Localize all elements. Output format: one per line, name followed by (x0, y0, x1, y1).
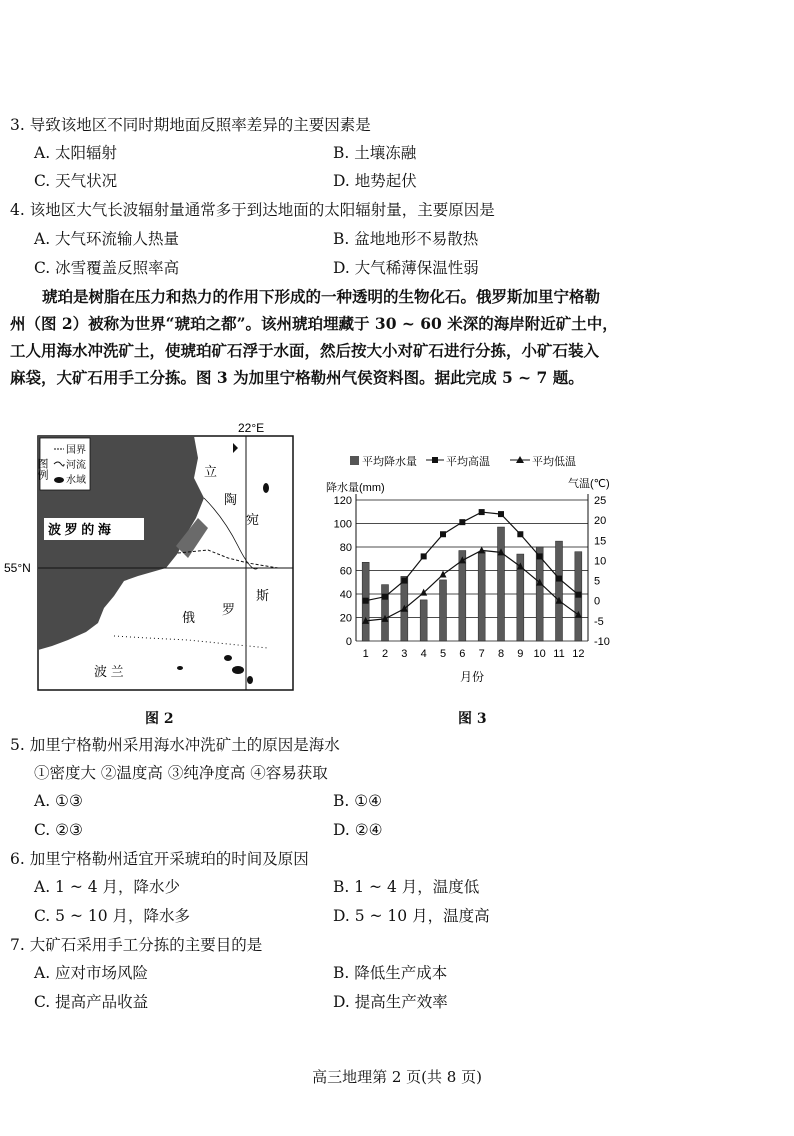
chart-ytick-label: 0 (345, 636, 352, 648)
amber-passage (10, 283, 780, 391)
chart-ytick-label: 60 (339, 565, 352, 578)
chart-ytick-label: 120 (333, 495, 352, 507)
legend-low-label: 平均低温 (532, 456, 576, 468)
legend-precip-swatch (350, 456, 359, 465)
chart-ytick-label: 40 (339, 589, 352, 601)
chart-xtick-label: 12 (572, 648, 585, 660)
map-label-russia-2: 罗 (222, 602, 236, 617)
map-label-poland: 波 兰 (94, 664, 124, 679)
question-5-option-d[interactable]: D. ②④ (333, 821, 383, 839)
chart-xlabel: 月份 (460, 670, 485, 684)
high-temp-marker (575, 592, 581, 598)
temp-series-line (366, 512, 579, 601)
passage-line-3: 工人用海水冲洗矿土，使琥珀矿石浮于水面，然后按大小对矿石进行分拣，小矿石装入 (10, 341, 600, 360)
chart-xtick-label: 8 (497, 648, 505, 660)
chart-grid (356, 494, 588, 641)
lake-shape (224, 655, 232, 661)
precip-bar (498, 527, 505, 641)
map-svg (4, 418, 298, 698)
passage-line-2: 州（图 2）被称为世界“琥珀之都”。该州琥珀埋藏于 30 ~ 60 米深的海岸附近矿土中， (10, 314, 618, 333)
chart-xtick-label: 7 (478, 648, 485, 660)
precip-bar (440, 580, 447, 641)
question-3-option-b[interactable]: B. 土壤冻融 (333, 144, 417, 162)
question-7-option-d[interactable]: D. 提高生产效率 (333, 993, 448, 1011)
precip-bar (382, 585, 389, 641)
climate-chart-svg (322, 445, 622, 690)
chart-bars (362, 527, 582, 641)
question-4-option-c[interactable]: C. 冰雪覆盖反照率高 (34, 259, 180, 277)
chart-xtick-label: 11 (553, 648, 565, 660)
chart-ytick-label: 100 (333, 518, 352, 531)
chart-xtick-label: 6 (459, 648, 466, 660)
legend-water-icon (54, 477, 64, 483)
map-label-lithuania-2: 陶 (224, 492, 238, 507)
legend-high-marker (432, 457, 438, 463)
precip-bar (556, 541, 563, 641)
map-label-russia-3: 斯 (256, 588, 270, 603)
question-7-stem: 7. 大矿石采用手工分拣的主要目的是 (10, 936, 263, 954)
question-6-option-a[interactable]: A. 1 ~ 4 月，降水少 (34, 878, 181, 896)
chart-xtick-label: 10 (533, 648, 546, 660)
high-temp-marker (382, 594, 388, 600)
chart-xtick-label: 1 (362, 648, 369, 660)
map-label-russia-1: 俄 (182, 610, 196, 625)
chart-y2tick-label: -10 (594, 636, 610, 648)
lake-shape (247, 676, 253, 684)
figure-3-chart (322, 445, 622, 690)
chart-xtick-label: 5 (439, 648, 447, 660)
map-label-lithuania-3: 宛 (246, 512, 260, 527)
chart-xtick-label: 3 (401, 648, 408, 660)
chart-ylabel: 降水量(mm) (326, 482, 385, 494)
low-temp-marker (478, 546, 485, 553)
lake-shape (263, 483, 269, 493)
question-4-option-b[interactable]: B. 盆地地形不易散热 (333, 230, 479, 248)
question-7-option-a[interactable]: A. 应对市场风险 (34, 964, 149, 982)
question-7-option-b[interactable]: B. 降低生产成本 (333, 964, 448, 982)
question-7-option-c[interactable]: C. 提高产品收益 (34, 993, 149, 1011)
figure-2-caption: 图 2 (145, 711, 174, 727)
map-label-kaliningrad: 加里宁格勒 (128, 583, 189, 597)
chart-y2label: 气温(℃) (568, 478, 610, 490)
high-temp-marker (401, 578, 407, 584)
question-6-option-b[interactable]: B. 1 ~ 4 月，温度低 (333, 878, 480, 896)
passage-line-1: 琥珀是树脂在压力和热力的作用下形成的一种透明的生物化石。俄罗斯加里宁格勒 (42, 287, 601, 306)
question-3-option-a[interactable]: A. 太阳辐射 (34, 144, 118, 162)
map-lon-label: 22°E (238, 421, 265, 435)
question-6-option-d[interactable]: D. 5 ~ 10 月，温度高 (333, 907, 490, 925)
map-legend-water: 水域 (66, 475, 86, 486)
high-temp-marker (440, 531, 446, 537)
chart-ticks (334, 495, 610, 660)
chart-y2tick-label: 25 (594, 495, 607, 507)
chart-xtick-label: 2 (381, 648, 389, 660)
map-legend-river: 河流 (66, 460, 86, 471)
figure-2-map (4, 418, 298, 698)
high-temp-marker (517, 531, 523, 537)
lake-shape (232, 666, 244, 674)
high-temp-marker (537, 553, 543, 559)
question-3-stem: 3. 导致该地区不同时期地面反照率差异的主要因素是 (10, 116, 371, 134)
question-6-option-c[interactable]: C. 5 ~ 10 月，降水多 (34, 907, 191, 925)
precip-bar (459, 551, 466, 641)
question-4-stem: 4. 该地区大气长波辐射量通常多于到达地面的太阳辐射量，主要原因是 (10, 201, 495, 219)
lake-shape (177, 666, 183, 670)
chart-xtick-label: 4 (420, 648, 427, 660)
map-legend-border: 国界 (66, 445, 86, 456)
high-temp-marker (421, 553, 427, 559)
page-footer: 高三地理第 2 页(共 8 页) (312, 1068, 482, 1086)
legend-precip-label: 平均降水量 (362, 456, 417, 468)
question-3-option-d[interactable]: D. 地势起伏 (333, 172, 417, 190)
map-label-lithuania-1: 立 (204, 464, 218, 479)
high-temp-marker (363, 598, 369, 604)
question-5-option-b[interactable]: B. ①④ (333, 792, 383, 810)
chart-xtick-label: 9 (517, 648, 524, 660)
map-label-baltic-sea: 波 罗 的 海 (48, 522, 111, 537)
map-lat-label: 55°N (4, 561, 31, 575)
high-temp-marker (498, 511, 504, 517)
passage-line-4: 麻袋，大矿石用手工分拣。图 3 为加里宁格勒州气侯资料图。据此完成 5 ~ 7 题。 (10, 368, 584, 387)
question-5-stem: 5. 加里宁格勒州采用海水冲洗矿土的原因是海水 (10, 736, 340, 754)
low-temp-marker (440, 571, 447, 578)
question-5-option-c[interactable]: C. ②③ (34, 821, 83, 839)
map-legend-title: 图例 (36, 458, 48, 480)
chart-y2tick-label: 20 (594, 515, 607, 528)
precip-bar (536, 547, 543, 641)
legend-high-label: 平均高温 (446, 456, 490, 468)
chart-ytick-label: 80 (339, 542, 352, 554)
question-6-stem: 6. 加里宁格勒州适宜开采琥珀的时间及原因 (10, 850, 309, 868)
figure-3-caption: 图 3 (458, 711, 487, 727)
chart-y2tick-label: 15 (594, 535, 607, 548)
chart-ytick-label: 20 (339, 612, 352, 625)
question-4-option-d[interactable]: D. 大气稀薄保温性弱 (333, 259, 479, 277)
chart-y2tick-label: 0 (594, 595, 601, 608)
question-5-option-a[interactable]: A. ①③ (34, 792, 83, 810)
precip-bar (478, 552, 485, 641)
chart-y2tick-label: 5 (594, 575, 601, 588)
chart-y2tick-label: -5 (594, 615, 604, 628)
question-5-choices: ①密度大 ②温度高 ③纯净度高 ④容易获取 (34, 764, 328, 782)
question-4-option-a[interactable]: A. 大气环流输人热量 (34, 230, 180, 248)
question-3-option-c[interactable]: C. 天气状况 (34, 172, 118, 190)
chart-y2tick-label: 10 (594, 555, 607, 568)
high-temp-marker (556, 576, 562, 582)
precip-bar (420, 600, 427, 641)
high-temp-marker (479, 509, 485, 515)
chart-lines (362, 509, 582, 624)
high-temp-marker (459, 519, 465, 525)
